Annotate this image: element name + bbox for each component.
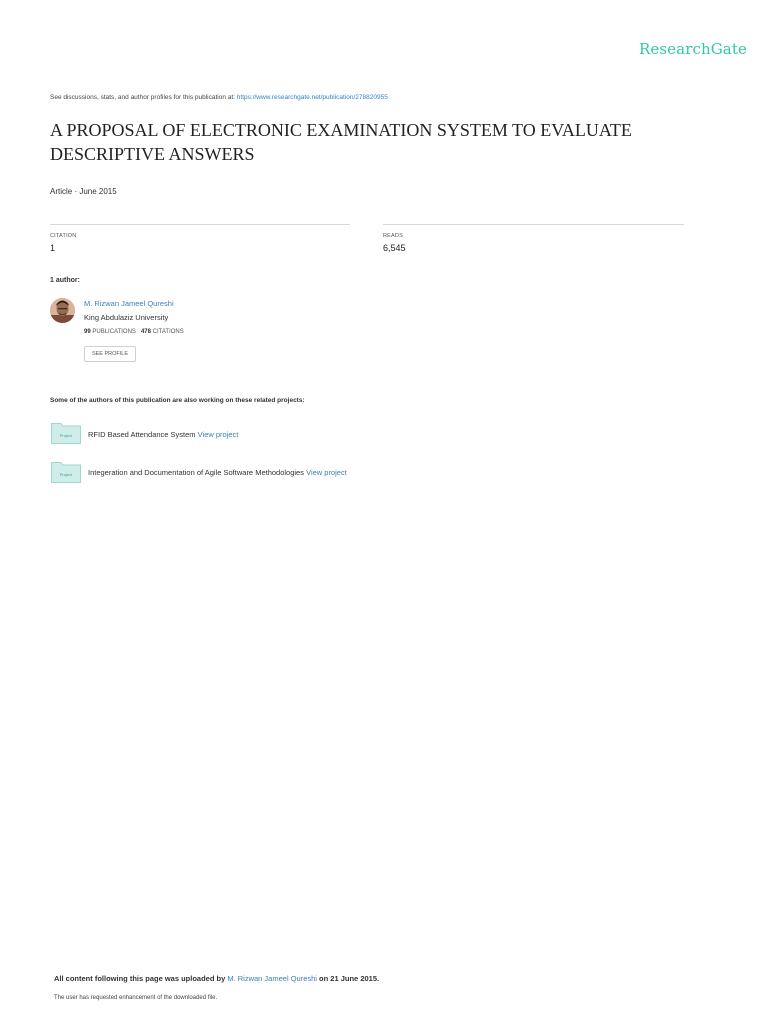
- publications-count: 99: [84, 329, 91, 335]
- enhancement-note: The user has requested enhancement of the downloaded file.: [54, 995, 218, 1001]
- see-profile-button[interactable]: SEE PROFILE: [84, 346, 136, 362]
- citation-value: 1: [50, 243, 56, 253]
- author-affiliation: King Abdulaziz University: [84, 313, 169, 322]
- avatar[interactable]: [50, 298, 75, 323]
- authors-heading: 1 author:: [50, 277, 80, 284]
- project-title: Integeration and Documentation of Agile Software Methodologies: [88, 468, 304, 477]
- upload-prefix: All content following this page was uploaded by: [54, 974, 228, 983]
- projects-heading: Some of the authors of this publication are also working on these related projects:: [50, 397, 305, 404]
- project-item: [88, 430, 238, 439]
- reads-value: 6,545: [383, 243, 406, 253]
- project-item: [88, 468, 347, 477]
- citations-label: CITATIONS: [152, 329, 184, 335]
- project-icon: [51, 422, 81, 444]
- publication-title: A PROPOSAL OF ELECTRONIC EXAMINATION SYSTEM TO EVALUATE DESCRIPTIVE ANSWERS: [50, 120, 632, 164]
- citations-count: 478: [140, 329, 151, 335]
- author-name-link[interactable]: M. Rizwan Jameel Qureshi: [84, 299, 174, 308]
- upload-notice: [54, 974, 379, 983]
- citation-divider: [50, 224, 350, 225]
- view-project-link[interactable]: View project: [197, 430, 239, 439]
- citation-label: CITATION: [50, 233, 77, 239]
- reads-divider: [383, 224, 684, 225]
- publication-url-link[interactable]: https://www.researchgate.net/publication/278820955: [236, 94, 388, 101]
- discussion-line: [50, 94, 388, 101]
- svg-text:Project: Project: [59, 433, 73, 438]
- publication-meta: Article · June 2015: [50, 187, 117, 196]
- reads-label: READS: [383, 233, 403, 239]
- author-stats: [84, 329, 184, 335]
- project-title: RFID Based Attendance System: [88, 430, 196, 439]
- researchgate-logo[interactable]: ResearchGate: [639, 40, 747, 58]
- upload-suffix: on 21 June 2015.: [316, 974, 380, 983]
- svg-text:Project: Project: [59, 472, 73, 477]
- discussion-prefix: See discussions, stats, and author profiles for this publication at:: [50, 94, 237, 101]
- view-project-link[interactable]: View project: [306, 468, 347, 477]
- publications-label: PUBLICATIONS: [92, 329, 136, 335]
- author-photo-icon: [50, 298, 75, 323]
- uploader-link[interactable]: M. Rizwan Jameel Qureshi: [227, 974, 317, 983]
- project-icon: [51, 461, 81, 483]
